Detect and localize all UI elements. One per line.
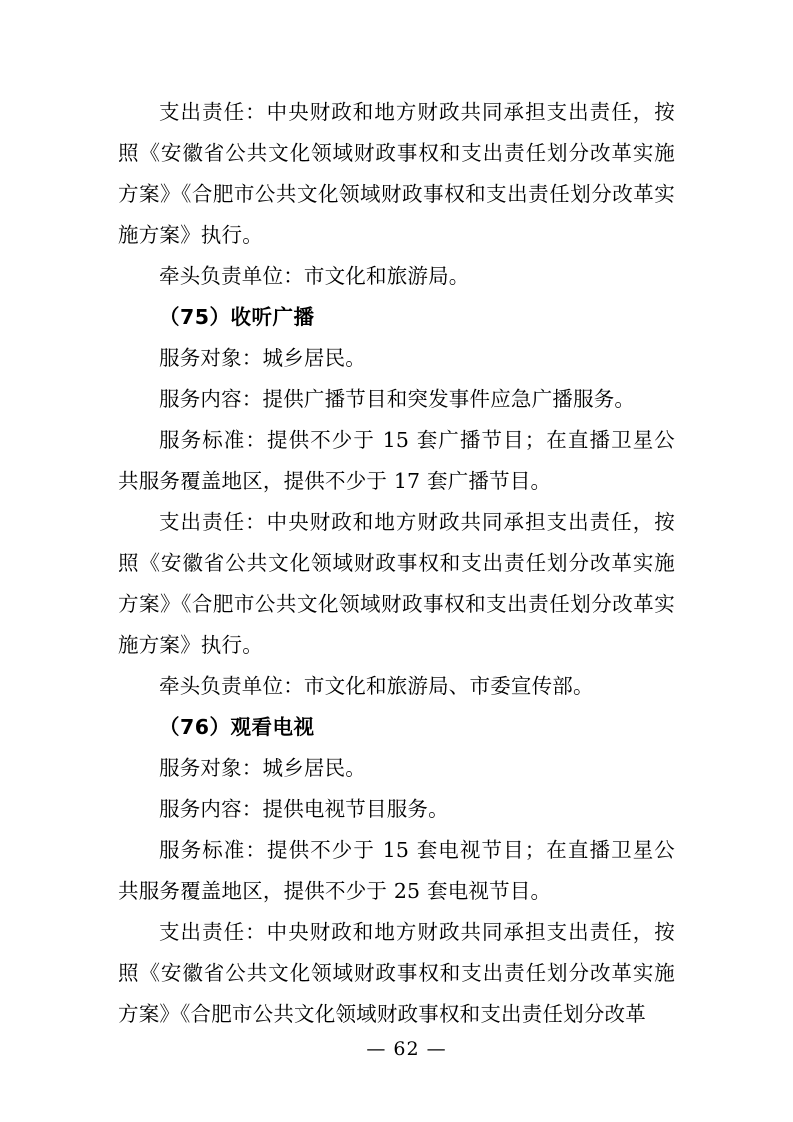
paragraph-service-content-76: 服务内容：提供电视节目服务。 (159, 797, 449, 821)
paragraph-service-standard-76: 服务标准：提供不少于 15 套电视节目；在直播卫星公共服务覆盖地区，提供不少于 25 套电视节目。 (118, 838, 675, 903)
page-number: — 62 — (366, 1038, 447, 1060)
paragraph-expenditure-responsibility-76: 支出责任：中央财政和地方财政共同承担支出责任，按照《安徽省公共文化领域财政事权和支出责任划分改革实施方案》《合肥市公共文化领域财政事权和支出责任划分改革 (118, 920, 675, 1026)
section-heading-75: （75）收听广播 (159, 305, 315, 329)
paragraph-service-standard-75: 服务标准：提供不少于 15 套广播节目；在直播卫星公共服务覆盖地区，提供不少于 17 套广播节目。 (118, 428, 675, 493)
paragraph-service-target-75: 服务对象：城乡居民。 (159, 346, 366, 370)
document-body (118, 92, 675, 1035)
paragraph-service-content-75: 服务内容：提供广播节目和突发事件应急广播服务。 (159, 387, 636, 411)
section-heading-76: （76）观看电视 (159, 715, 315, 739)
paragraph-service-target-76: 服务对象：城乡居民。 (159, 756, 366, 780)
paragraph-lead-unit-1: 牵头负责单位：市文化和旅游局。 (159, 264, 470, 288)
paragraph-expenditure-responsibility-1: 支出责任：中央财政和地方财政共同承担支出责任，按照《安徽省公共文化领域财政事权和支出责任划分改革实施方案》《合肥市公共文化领域财政事权和支出责任划分改革实施方案》执行。 (118, 100, 675, 247)
paragraph-lead-unit-75: 牵头负责单位：市文化和旅游局、市委宣传部。 (159, 674, 594, 698)
paragraph-expenditure-responsibility-75: 支出责任：中央财政和地方财政共同承担支出责任，按照《安徽省公共文化领域财政事权和支出责任划分改革实施方案》《合肥市公共文化领域财政事权和支出责任划分改革实施方案》执行。 (118, 510, 675, 657)
